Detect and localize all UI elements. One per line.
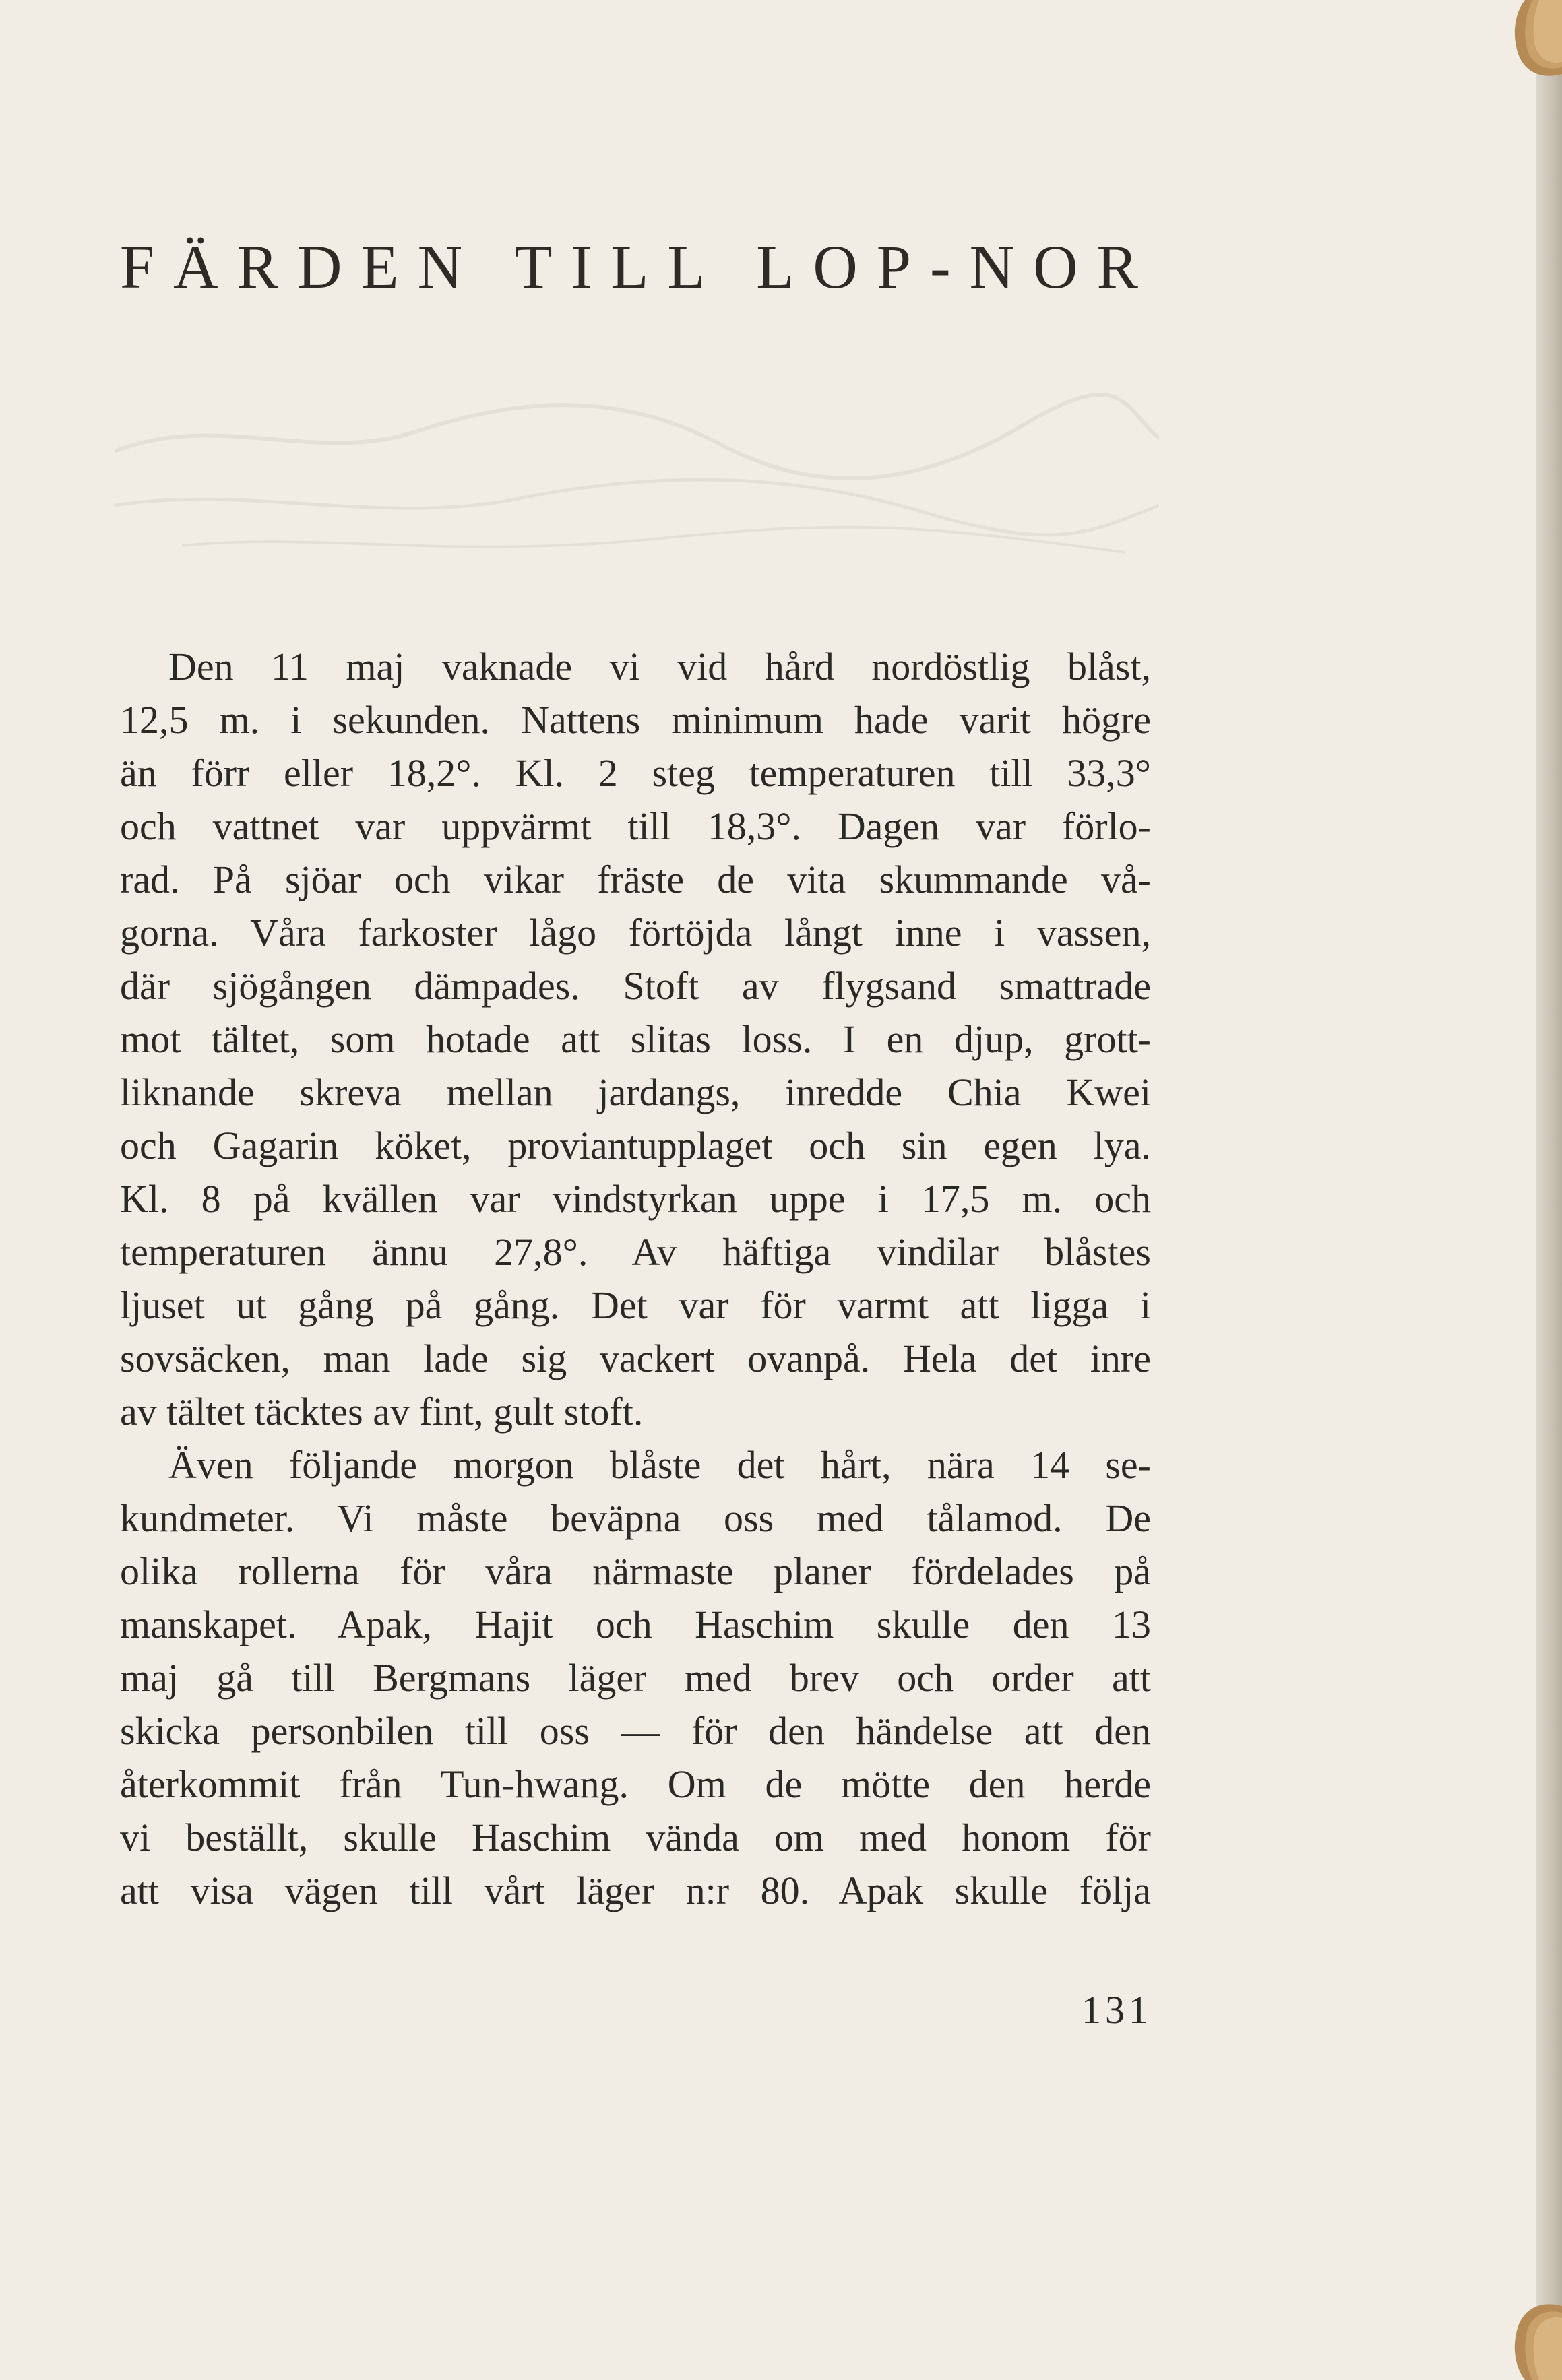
text-line: 12,5 m. i sekunden. Nattens minimum hade varit högre [120, 698, 1151, 742]
text-line: sovsäcken, man lade sig vackert ovanpå. Hela det inre [120, 1337, 1151, 1380]
text-line: maj gå till Bergmans läger med brev och order att [120, 1656, 1151, 1700]
text-line: att visa vägen till vårt läger n:r 80. Apak skulle följa [120, 1869, 1151, 1912]
text-line: än förr eller 18,2°. Kl. 2 steg temperaturen till 33,3° [120, 751, 1151, 795]
text-line: där sjögången dämpades. Stoft av flygsand smattrade [120, 964, 1151, 1008]
show-through-illustration [115, 371, 1159, 579]
page-corner-tab-icon [1461, 0, 1562, 81]
body-text [120, 640, 1151, 1917]
text-line: manskapet. Apak, Hajit och Haschim skulle den 13 [120, 1603, 1151, 1646]
text-line: Även följande morgon blåste det hårt, nära 14 se- [168, 1443, 1151, 1487]
text-line: och Gagarin köket, proviantupplaget och sin egen lya. [120, 1124, 1151, 1167]
text-line: och vattnet var uppvärmt till 18,3°. Dagen var förlo- [120, 804, 1151, 848]
paragraph-2 [120, 1438, 1151, 1917]
text-line: Den 11 maj vaknade vi vid hård nordöstlig blåst, [168, 645, 1151, 688]
chapter-title: FÄRDEN TILL LOP-NOR [120, 232, 1157, 301]
text-line: olika rollerna för våra närmaste planer fördelades på [120, 1549, 1151, 1593]
text-line: mot tältet, som hotade att slitas loss. I en djup, grott- [120, 1017, 1151, 1061]
text-line: ljuset ut gång på gång. Det var för varmt att ligga i [120, 1283, 1151, 1327]
paragraph-1 [120, 640, 1151, 1438]
text-line: rad. På sjöar och vikar fräste de vita skummande vå- [120, 858, 1151, 901]
text-line: vi beställt, skulle Haschim vända om med honom för [120, 1815, 1151, 1859]
text-line: skicka personbilen till oss — för den händelse att den [120, 1709, 1151, 1753]
text-line: kundmeter. Vi måste beväpna oss med tålamod. De [120, 1496, 1151, 1540]
text-line: gorna. Våra farkoster lågo förtöjda långt inne i vassen, [120, 911, 1151, 955]
text-line: av tältet täcktes av fint, gult stoft. [120, 1390, 644, 1434]
text-line: Kl. 8 på kvällen var vindstyrkan uppe i 17,5 m. och [120, 1177, 1151, 1221]
page-edge [1536, 0, 1562, 2380]
page-corner-tab-icon [1461, 2299, 1562, 2380]
text-line: återkommit från Tun-hwang. Om de mötte den herde [120, 1762, 1151, 1806]
page-number: 131 [1082, 1988, 1152, 2032]
text-line: liknande skreva mellan jardangs, inredde Chia Kwei [120, 1070, 1151, 1114]
text-line: temperaturen ännu 27,8°. Av häftiga vindilar blåstes [120, 1230, 1151, 1274]
